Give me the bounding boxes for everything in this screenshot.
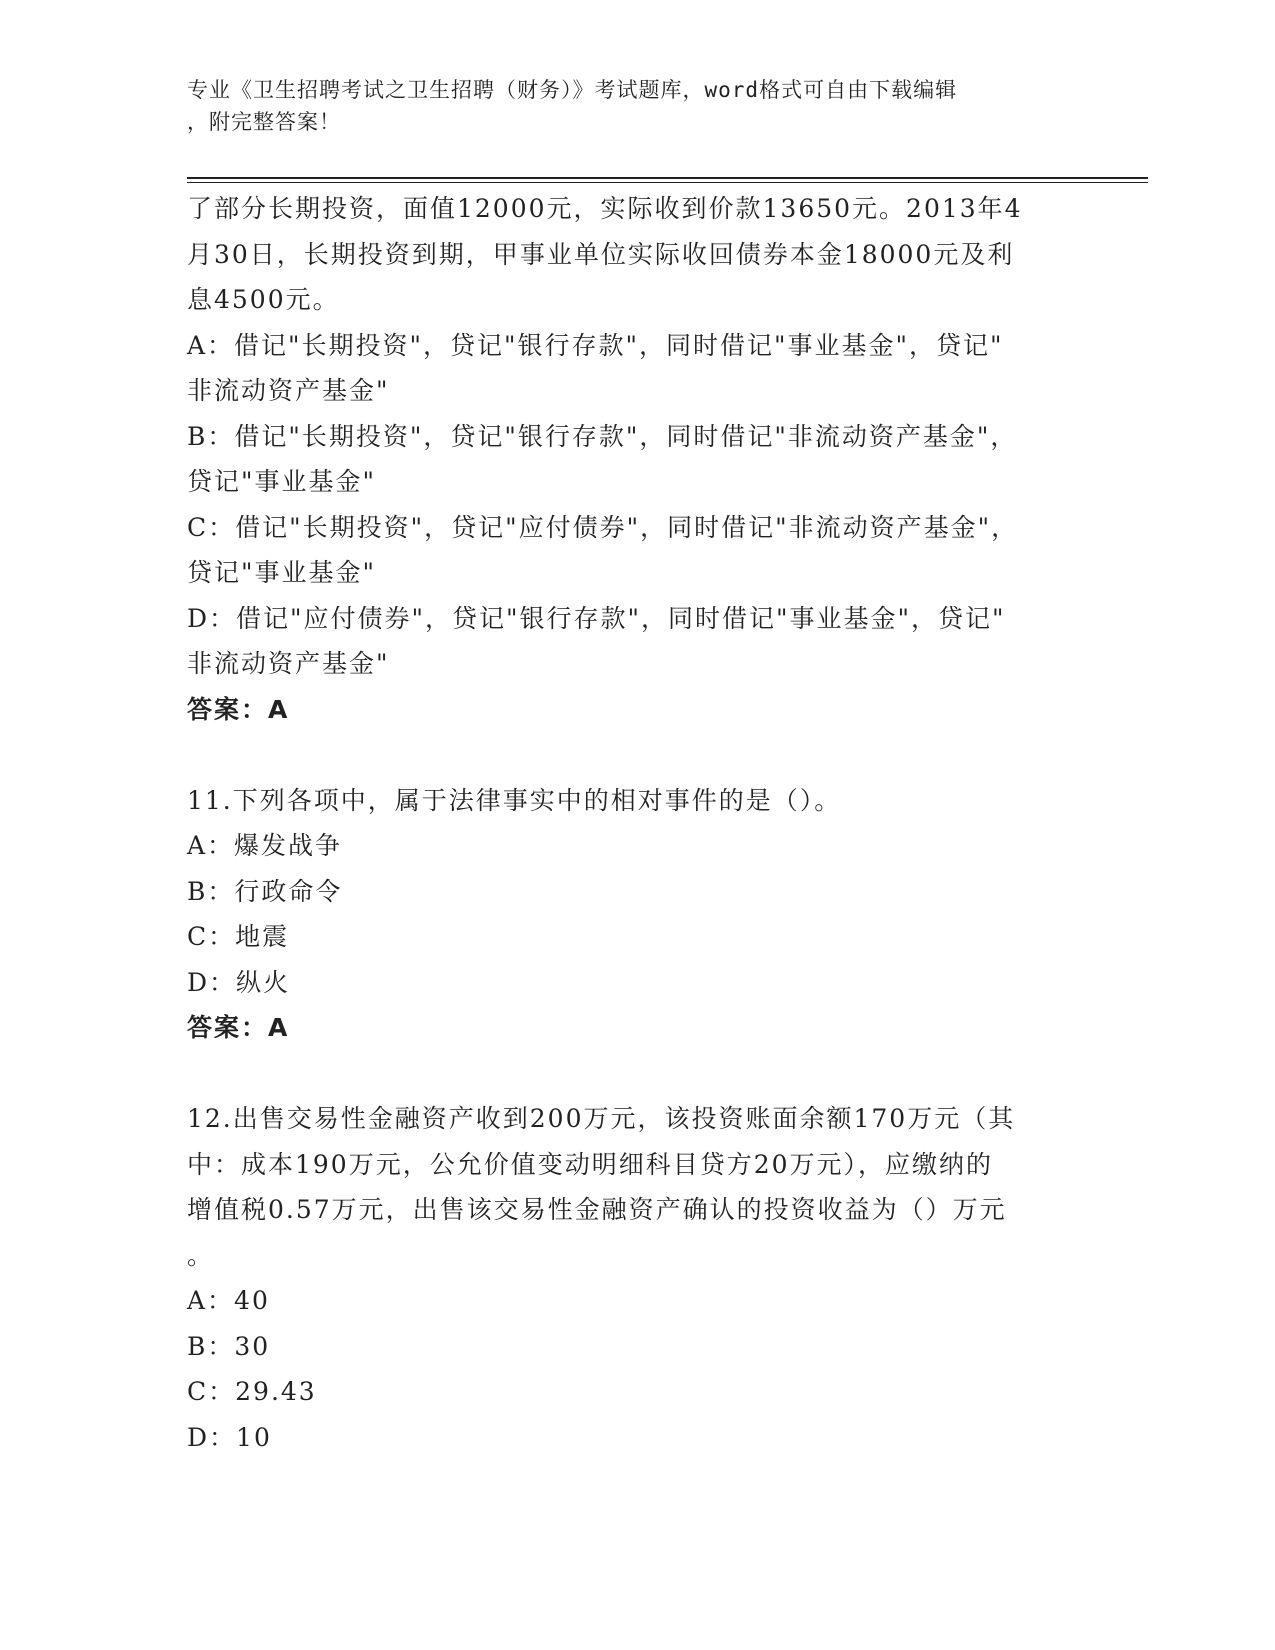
header-rule-thin: [187, 182, 1148, 183]
question-spacer: [187, 1051, 1087, 1097]
option-d-line-1: D：借记"应付债券"，贷记"银行存款"，同时借记"事业基金"，贷记": [187, 603, 1006, 633]
question-stem-line: 增值税0.57万元，出售该交易性金融资产确认的投资收益为（）万元: [187, 1195, 1007, 1224]
option-c-line-1: C：借记"长期投资"，贷记"应付债券"，同时借记"非流动资产基金"，: [187, 512, 1019, 542]
question-stem-line: 月30日，长期投资到期，甲事业单位实际收回债券本金18000元及利: [187, 239, 1015, 269]
question-10: [187, 186, 1087, 732]
option-d: D：10: [187, 1422, 272, 1452]
option-b-line-2: 贷记"事业基金": [187, 467, 376, 496]
question-stem-line: 中：成本190万元，公允价值变动明细科目贷方20万元），应缴纳的: [187, 1149, 994, 1179]
option-a-line-1: A：借记"长期投资"，贷记"银行存款"，同时借记"事业基金"，贷记": [187, 330, 1004, 360]
option-a-line-2: 非流动资产基金": [187, 376, 390, 405]
question-stem-line: 了部分长期投资，面值12000元，实际收到价款13650元。2013年4: [187, 194, 1023, 223]
header-title-line-1: 专业《卫生招聘考试之卫生招聘（财务）》考试题库，word格式可自由下载编辑: [187, 78, 958, 102]
question-stem-line: 。: [187, 1240, 215, 1270]
question-stem-line: 息4500元。: [187, 285, 340, 314]
option-b-line-1: B：借记"长期投资"，贷记"银行存款"，同时借记"非流动资产基金"，: [187, 421, 1018, 451]
option-d: D：纵火: [187, 967, 291, 997]
option-a: A：爆发战争: [187, 831, 343, 860]
question-12: [187, 1096, 1087, 1460]
answer-label: 答案：A: [187, 694, 290, 724]
page-header: [187, 74, 1067, 138]
option-b: B：30: [187, 1331, 271, 1361]
header-rule-thick: [187, 177, 1148, 179]
option-c: C：地震: [187, 922, 290, 951]
option-a: A：40: [187, 1286, 270, 1315]
header-title-line-2: ，附完整答案！: [187, 110, 341, 134]
answer-label: 答案：A: [187, 1013, 290, 1042]
question-stem: 11.下列各项中，属于法律事实中的相对事件的是（）。: [187, 785, 842, 815]
option-b: B：行政命令: [187, 876, 343, 906]
option-c-line-2: 贷记"事业基金": [187, 558, 376, 587]
question-spacer: [187, 732, 1087, 778]
option-d-line-2: 非流动资产基金": [187, 649, 390, 678]
question-11: [187, 778, 1087, 1051]
option-c: C：29.43: [187, 1377, 317, 1406]
question-stem-line: 12.出售交易性金融资产收到200万元，该投资账面余额170万元（其: [187, 1104, 1016, 1133]
question-content: [187, 186, 1087, 1460]
